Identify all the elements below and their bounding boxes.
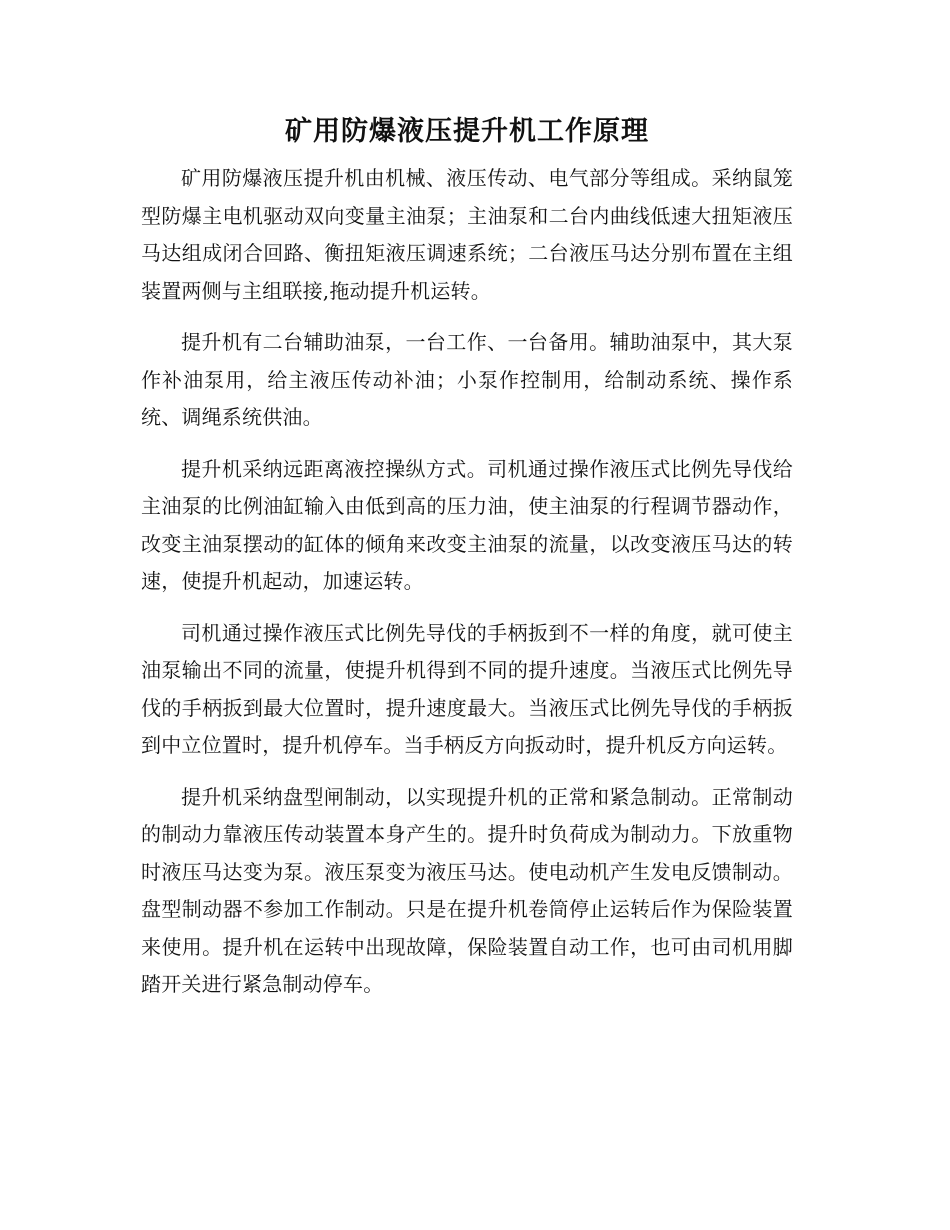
paragraph-braking: 提升机采纳盘型闸制动，以实现提升机的正常和紧急制动。正常制动的制动力靠液压传动装置本身产生的。提升时负荷成为制动力。下放重物时液压马达变为泵。液压泵变为液压马达。使电动机产生发电反馈制动。盘型制动器不参加工作制动。只是在提升机卷筒停止运转后作为保险装置来使用。提升机在运转中出现故障，保险装置自动工作，也可由司机用脚踏开关进行紧急制动停车。: [141, 784, 793, 996]
document-title: 矿用防爆液压提升机工作原理: [285, 116, 649, 147]
paragraph-hydraulic-control: 提升机采纳远距离液控操纵方式。司机通过操作液压式比例先导伐给主油泵的比例油缸输入由低到高的压力油，使主油泵的行程调节器动作，改变主油泵摆动的缸体的倾角来改变主油泵的流量，以改变液压马达的转速，使提升机起动，加速运转。: [141, 456, 793, 593]
document-page: [141, 112, 793, 1018]
paragraph-composition: 矿用防爆液压提升机由机械、液压传动、电气部分等组成。采纳鼠笼型防爆主电机驱动双向变量主油泵；主油泵和二台内曲线低速大扭矩液压马达组成闭合回路、衡扭矩液压调速系统；二台液压马达分别布置在主组装置两侧与主组联接,拖动提升机运转。: [141, 166, 793, 303]
paragraph-speed-control: 司机通过操作液压式比例先导伐的手柄扳到不一样的角度，就可使主油泵输出不同的流量，使提升机得到不同的提升速度。当液压式比例先导伐的手柄扳到最大位置时，提升速度最大。当液压式比例先导伐的手柄扳到中立位置时，提升机停车。当手柄反方向扳动时，提升机反方向运转。: [141, 620, 793, 757]
paragraph-auxiliary-pumps: 提升机有二台辅助油泵，一台工作、一台备用。辅助油泵中，其大泵作补油泵用，给主液压传动补油；小泵作控制用，给制动系统、操作系统、调绳系统供油。: [141, 330, 793, 429]
